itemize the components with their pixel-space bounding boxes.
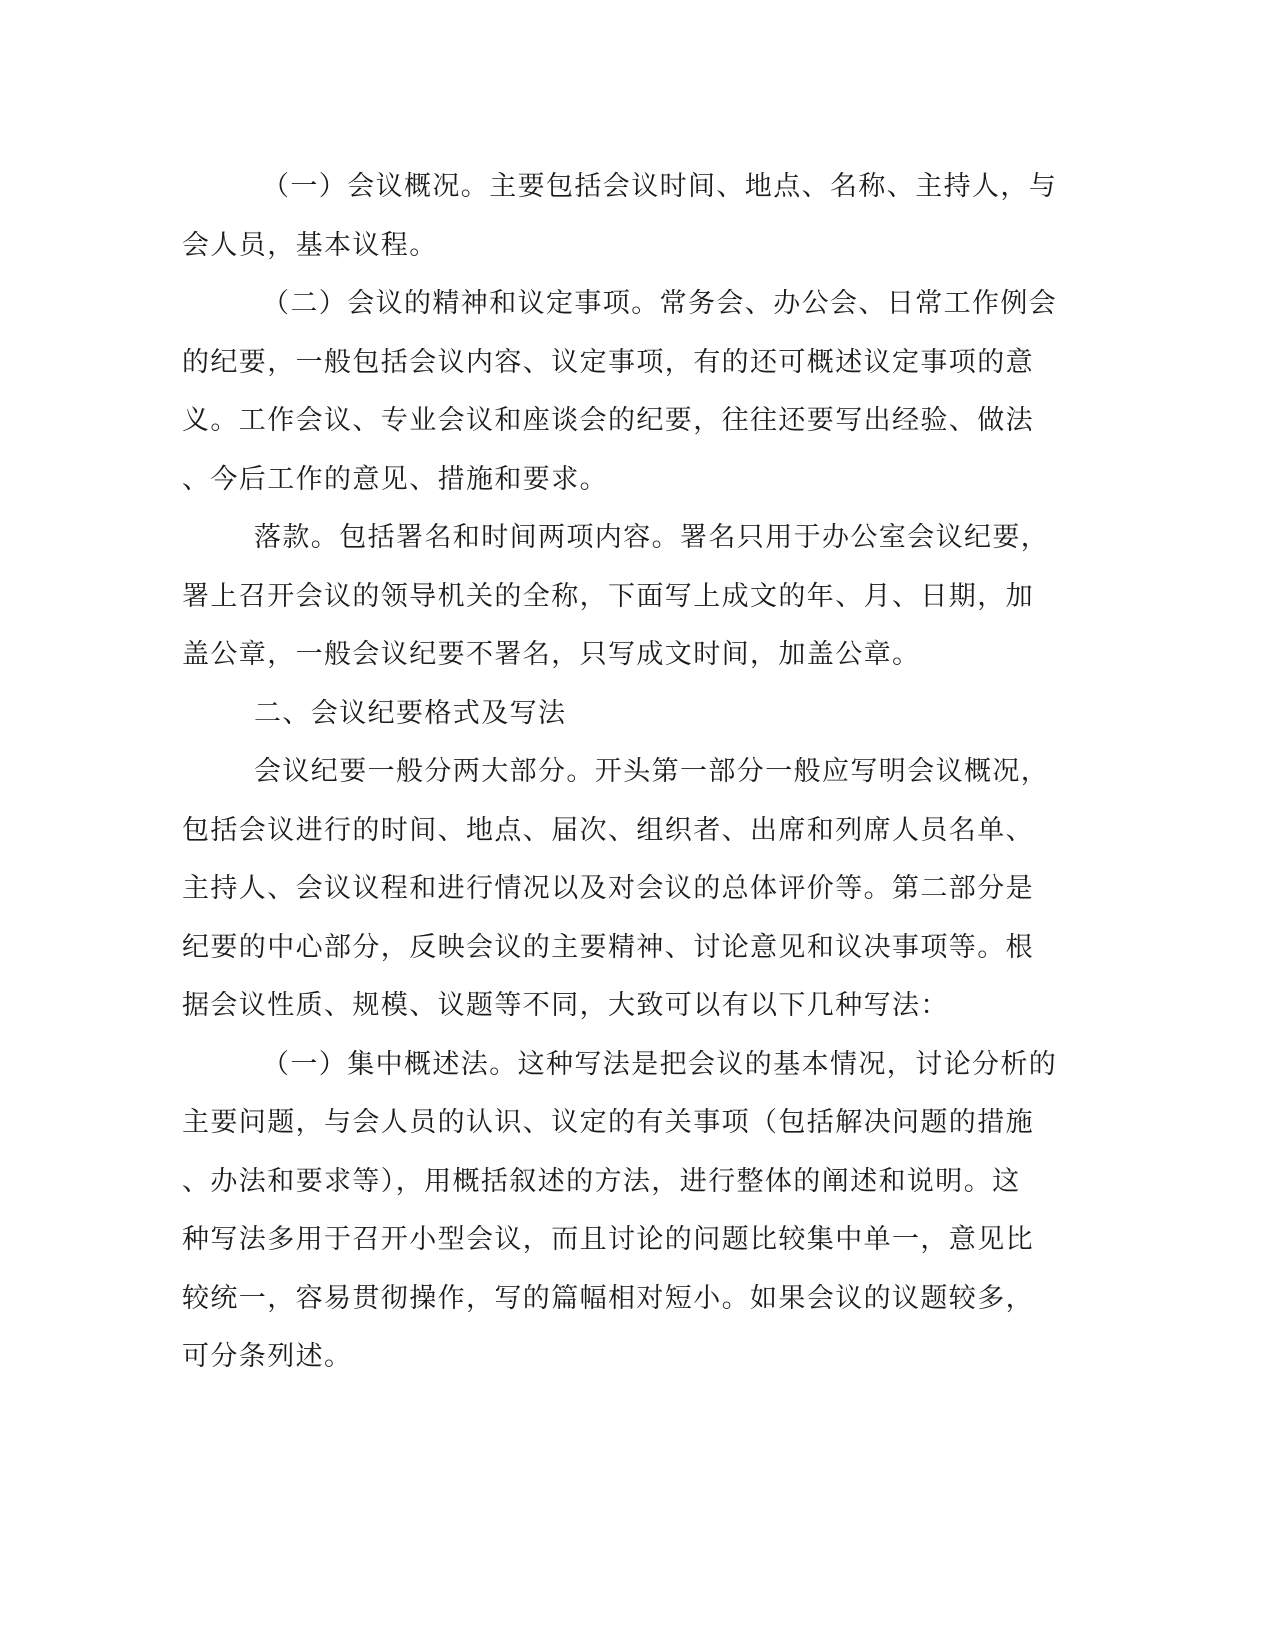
paragraph-two-parts-line-1: 会议纪要一般分两大部分。开头第一部分一般应写明会议概况，	[254, 756, 1050, 787]
paragraph-signature-line-1: 落款。包括署名和时间两项内容。署名只用于办公室会议纪要，	[254, 522, 1050, 553]
paragraph-meeting-overview-line-1: （一）会议概况。主要包括会议时间、地点、名称、主持人，与	[262, 171, 1058, 202]
paragraph-summary-method-line-5: 较统一，容易贯彻操作，写的篇幅相对短小。如果会议的议题较多，	[182, 1282, 1034, 1314]
paragraph-meeting-spirit-line-1: （二）会议的精神和议定事项。常务会、办公会、日常工作例会	[262, 288, 1058, 319]
paragraph-signature-line-3: 盖公章，一般会议纪要不署名，只写成文时间，加盖公章。	[182, 639, 921, 670]
paragraph-summary-method-line-2: 主要问题，与会人员的认识、议定的有关事项（包括解决问题的措施	[182, 1107, 1034, 1138]
paragraph-two-parts-line-2: 包括会议进行的时间、地点、届次、组织者、出席和列席人员名单、	[182, 814, 1034, 846]
paragraph-two-parts-line-3: 主持人、会议议程和进行情况以及对会议的总体评价等。第二部分是	[182, 873, 1034, 904]
paragraph-summary-method-line-6: 可分条列述。	[182, 1341, 353, 1372]
paragraph-meeting-spirit-line-2: 的纪要，一般包括会议内容、议定事项，有的还可概述议定事项的意	[182, 346, 1034, 378]
paragraph-summary-method-line-1: （一）集中概述法。这种写法是把会议的基本情况，讨论分析的	[262, 1048, 1058, 1080]
section-heading-format: 二、会议纪要格式及写法	[254, 697, 567, 729]
paragraph-summary-method-line-3: 、办法和要求等），用概括叙述的方法，进行整体的阐述和说明。这	[182, 1165, 1021, 1197]
document-body	[182, 158, 1058, 1387]
paragraph-meeting-overview-line-2: 会人员，基本议程。	[182, 229, 438, 261]
paragraph-meeting-spirit-line-3: 义。工作会议、专业会议和座谈会的纪要，往往还要写出经验、做法	[182, 405, 1034, 436]
paragraph-two-parts-line-4: 纪要的中心部分，反映会议的主要精神、讨论意见和议决事项等。根	[182, 931, 1034, 963]
paragraph-meeting-spirit-line-4: 、今后工作的意见、措施和要求。	[182, 463, 608, 495]
paragraph-two-parts-line-5: 据会议性质、规模、议题等不同，大致可以有以下几种写法：	[182, 990, 949, 1021]
paragraph-signature-line-2: 署上召开会议的领导机关的全称，下面写上成文的年、月、日期，加	[182, 580, 1034, 612]
paragraph-summary-method-line-4: 种写法多用于召开小型会议，而且讨论的问题比较集中单一，意见比	[182, 1224, 1034, 1255]
